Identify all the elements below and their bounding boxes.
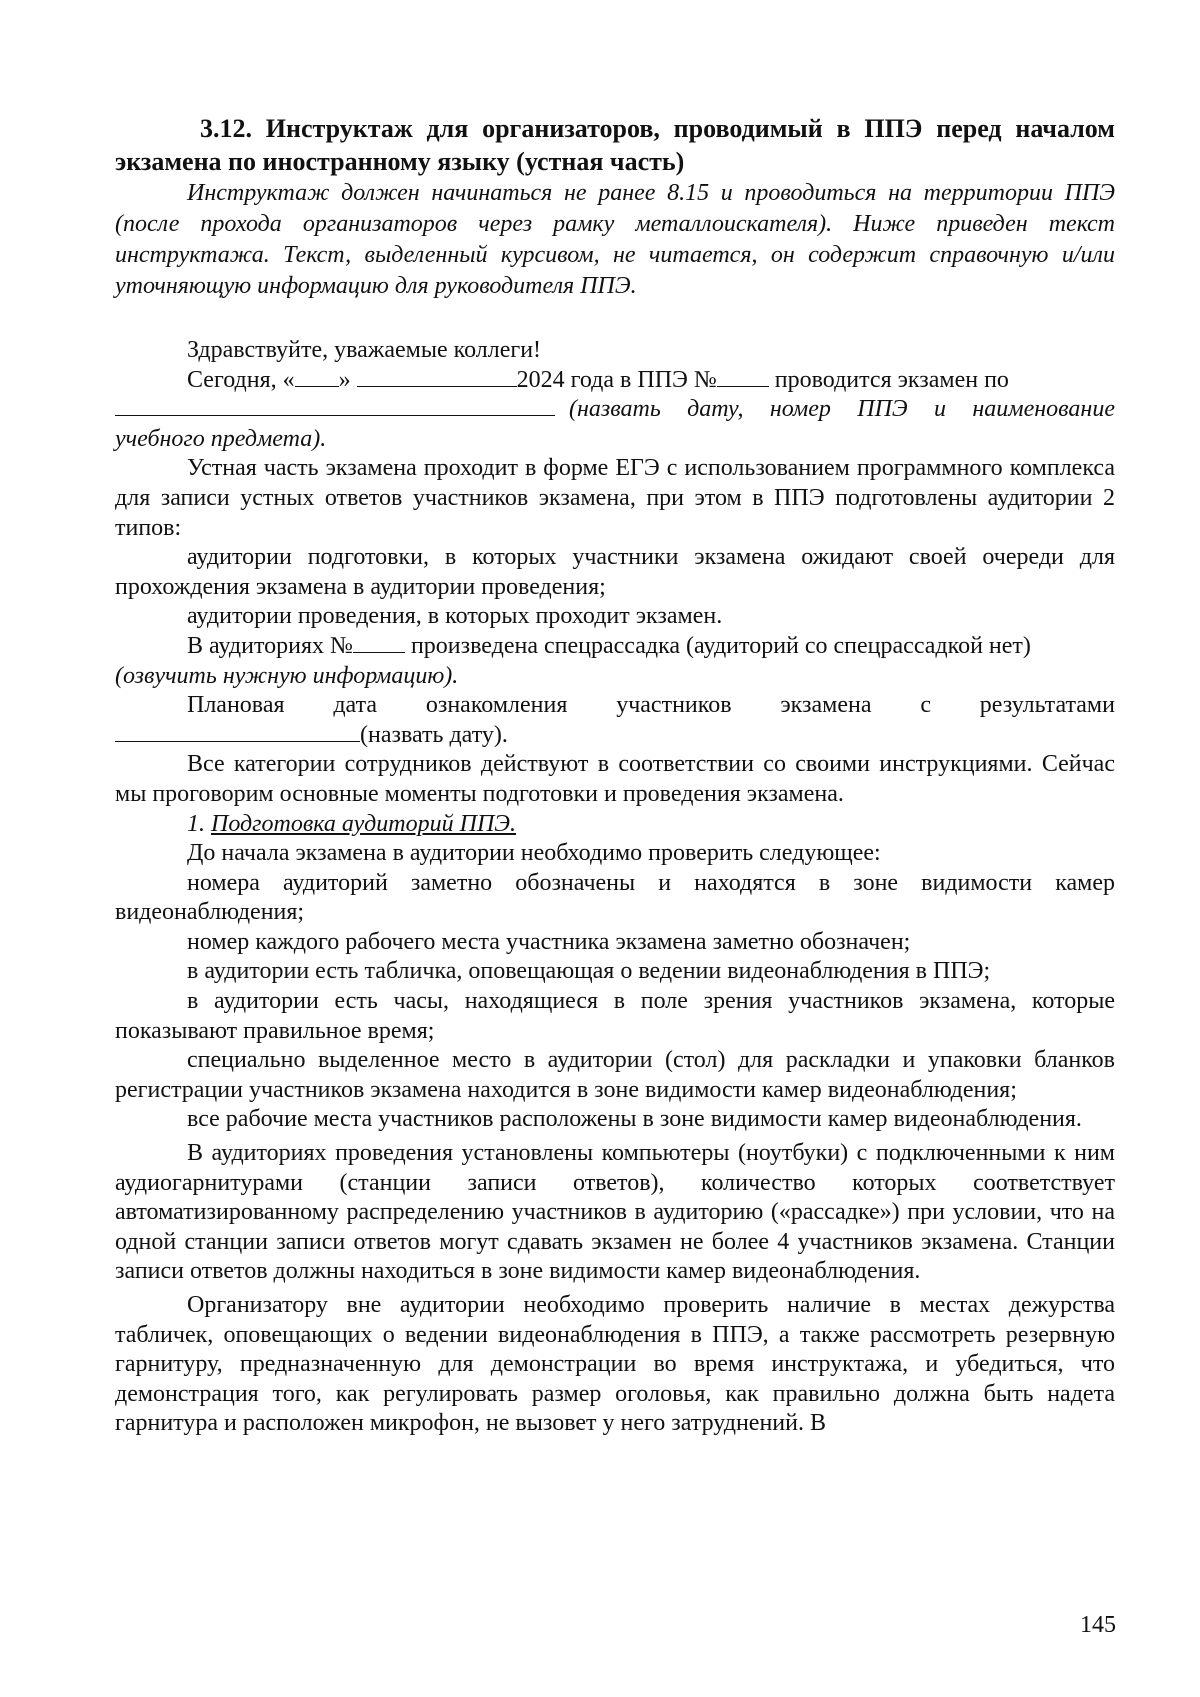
room-type-exam: аудитории проведения, в которых проходит экзамен. bbox=[187, 603, 723, 630]
results-word: с bbox=[920, 692, 931, 719]
checklist-item: в аудитории есть табличка, оповещающая о ведении видеонаблюдения в ППЭ; bbox=[187, 958, 991, 985]
results-date-blank-line bbox=[115, 721, 1115, 751]
checklist-item: номер каждого рабочего места участника экзамена заметно обозначен; bbox=[187, 928, 911, 955]
special-seating-line bbox=[115, 632, 1115, 662]
section-1-title: Подготовка аудиторий ППЭ. bbox=[211, 810, 517, 837]
section-1-heading bbox=[115, 810, 1115, 840]
intro-note: Инструктаж должен начинаться не ранее 8.15 и проводиться на территории ППЭ (после прохода организаторов через рамку металлоискателя). Ниже приведен текст инструктажа. Текст, выделенный курсивом, не читается, он содержит справочную и/или уточняющую информацию для руководителя ППЭ. bbox=[115, 180, 1115, 299]
results-word: результатами bbox=[979, 692, 1115, 719]
page-number: 145 bbox=[1080, 1612, 1116, 1638]
room-type-preparation: аудитории подготовки, в которых участники экзамена ожидают своей очереди для прохождения экзамена в аудитории проведения; bbox=[115, 544, 1115, 600]
day-blank bbox=[295, 366, 339, 387]
results-word: дата bbox=[333, 692, 378, 719]
results-word: Плановая bbox=[187, 692, 285, 719]
staff-paragraph: Все категории сотрудников действуют в соответствии со своими инструкциями. Сейчас мы проговорим основные моменты подготовки и проведения экзамена. bbox=[115, 751, 1115, 807]
room-number-blank bbox=[353, 632, 405, 653]
results-date-suffix: (назвать дату). bbox=[360, 721, 508, 748]
section-heading: 3.12. Инструктаж для организаторов, проводимый в ППЭ перед началом экзамена по иностранному языку (устная часть) bbox=[115, 114, 1115, 176]
special-seating-note: (озвучить нужную информацию). bbox=[115, 662, 459, 689]
subject-line bbox=[115, 395, 1115, 425]
special-seating-text-a: В аудиториях № bbox=[187, 632, 353, 659]
exam-date-line bbox=[115, 366, 1115, 396]
checklist-item: все рабочие места участников расположены в зоне видимости камер видеонаблюдения. bbox=[187, 1106, 1082, 1133]
month-blank bbox=[357, 366, 517, 387]
date-text-4: проводится экзамен по bbox=[768, 366, 1009, 393]
subject-note: (назвать дату, номер ППЭ и наименование bbox=[569, 396, 1115, 423]
check-intro: До начала экзамена в аудитории необходимо проверить следующее: bbox=[187, 840, 881, 867]
instruction-body bbox=[115, 336, 1115, 1439]
results-word: ознакомления bbox=[425, 692, 568, 719]
page-content bbox=[115, 112, 1115, 1439]
ppe-number-blank bbox=[717, 366, 769, 387]
date-text-1: Сегодня, « bbox=[187, 366, 295, 393]
date-text-2: » bbox=[338, 366, 357, 393]
results-date-blank bbox=[115, 721, 360, 742]
greeting: Здравствуйте, уважаемые коллеги! bbox=[187, 337, 542, 363]
date-text-3: 2024 года в ППЭ № bbox=[516, 366, 717, 393]
organizer-paragraph: Организатору вне аудитории необходимо проверить наличие в местах дежурства табличек, оповещающих о ведении видеонаблюдения в ППЭ, а также рассмотреть резервную гарнитуру, предназначенную для демонстрации во время инструктажа, и убедиться, что демонстрация того, как регулировать размер оголовья, как правильно должна быть надета гарнитура и расположен микрофон, не вызовет у него затруднений. В bbox=[115, 1292, 1115, 1437]
section-1-number: 1. bbox=[187, 810, 205, 837]
checklist-item: в аудитории есть часы, находящиеся в поле зрения участников экзамена, которые показывают правильное время; bbox=[115, 988, 1115, 1044]
computers-paragraph: В аудиториях проведения установлены компьютеры (ноутбуки) с подключенными к ним аудиогарнитурами (станции записи ответов), количество которых соответствует автоматизированному распределению участников в аудиторию («рассадке») при условии, что на одной станции записи ответов могут сдавать экзамен не более 4 участников экзамена. Станции записи ответов должны находиться в зоне видимости камер видеонаблюдения. bbox=[115, 1140, 1115, 1285]
oral-part-paragraph: Устная часть экзамена проходит в форме ЕГЭ с использованием программного комплекса для записи устных ответов участников экзамена, при этом в ППЭ подготовлены аудитории 2 типов: bbox=[115, 455, 1115, 541]
special-seating-text-b: произведена спецрассадка (аудиторий со спецрассадкой нет) bbox=[404, 632, 1031, 659]
checklist-item: специально выделенное место в аудитории (стол) для раскладки и упаковки бланков регистрации участников экзамена находится в зоне видимости камер видеонаблюдения; bbox=[115, 1047, 1115, 1103]
results-date-line bbox=[115, 691, 1115, 721]
subject-blank bbox=[115, 395, 555, 416]
results-word: участников bbox=[616, 692, 732, 719]
checklist-item: номера аудиторий заметно обозначены и находятся в зоне видимости камер видеонаблюдения; bbox=[115, 869, 1115, 926]
results-word: экзамена bbox=[780, 692, 872, 719]
subject-note-end: учебного предмета). bbox=[115, 425, 327, 452]
